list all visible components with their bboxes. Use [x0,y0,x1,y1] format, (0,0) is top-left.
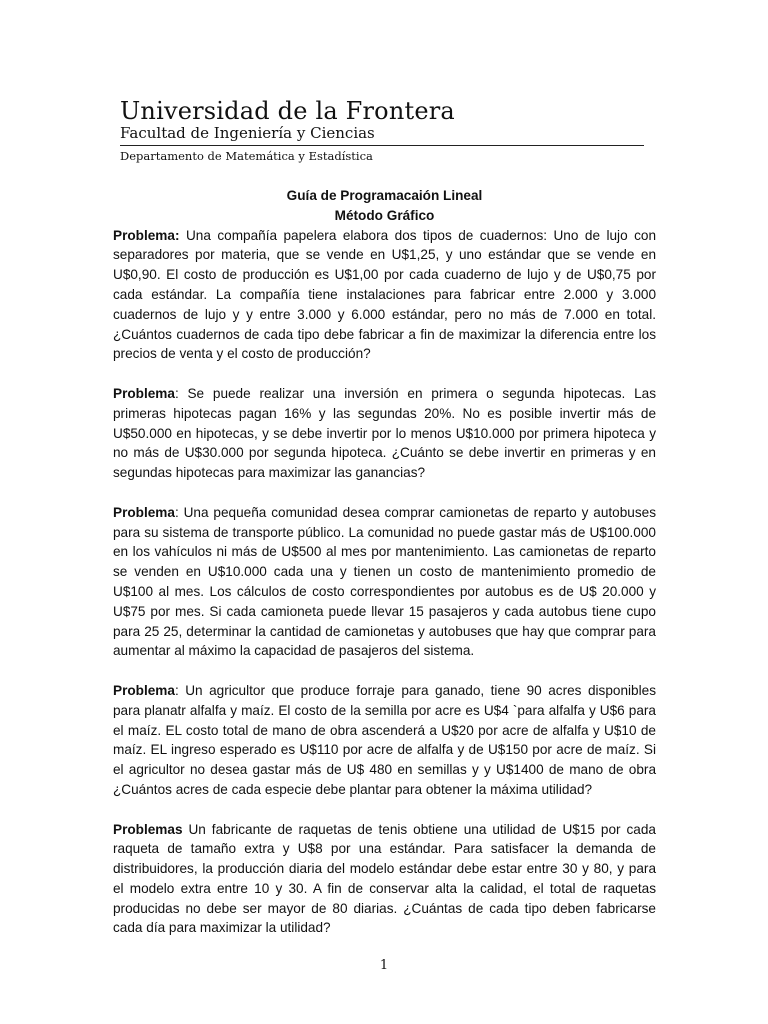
problem-label: Problema: [113,227,180,243]
faculty-name: Facultad de Ingeniería y Ciencias [120,124,375,142]
header-divider [120,145,644,146]
problem-2 [113,384,656,483]
document-header [120,96,644,164]
problem-text: : Una pequeña comunidad desea comprar camionetas de reparto y autobuses para su sistema de transporte público. La comunidad no puede gastar más de U$100.000 en los vahículos ni más de U$500 al mes por mantenimiento. Las camionetas de reparto se venden en U$10.000 cada una y tienen un costo de mantenimiento promedio de U$100 al mes. Los cálculos de costo correspondientes por autobus es de U$ 20.000 y U$75 por mes. Si cada camioneta puede llevar 15 pasajeros y cada autobus tiene cupo para 25 25, determinar la cantidad de camionetas y autobuses que hay que comprar para aumentar al máximo la capacidad de pasajeros del sistema. [113,504,656,659]
problem-text: : Se puede realizar una inversión en primera o segunda hipotecas. Las primeras hipotecas pagan 16% y las segundas 20%. No es posible invertir más de U$50.000 en hipotecas, y se debe invertir por lo menos U$10.000 por primera hipoteca y no más de U$30.000 por segunda hipoteca. ¿Cuánto se debe invertir en primeras y en segundas hipotecas para maximizar las ganancias? [113,385,656,481]
problem-3 [113,503,656,661]
problem-1 [113,226,656,365]
problem-label: Problemas [113,821,183,837]
problem-text: : Un agricultor que produce forraje para ganado, tiene 90 acres disponibles para planatr alfalfa y maíz. El costo de la semilla por acre es U$4 `para alfalfa y U$6 para el maíz. EL costo total de mano de obra ascenderá a U$20 por acre de alfalfa y U$10 de maíz. EL ingreso esperado es U$110 por acre de alfalfa y de U$150 por acre de maíz. Si el agricultor no desea gastar más de U$ 480 en semillas y y U$1400 de mano de obra ¿Cuántos acres de cada especie debe plantar para obtener la máxima utilidad? [113,682,656,797]
department-name: Departamento de Matemática y Estadística [120,149,373,163]
problem-label: Problema [113,682,175,698]
page-number: 1 [379,958,389,973]
problem-5 [113,820,656,939]
document-body [113,186,656,938]
guide-subtitle: Método Gráfico [334,207,435,223]
paragraph-gap [113,483,656,503]
problem-label: Problema [113,504,175,520]
paragraph-gap [113,364,656,384]
university-name: Universidad de la Frontera [120,97,455,125]
guide-title: Guía de Programacaión Lineal [286,188,483,203]
problem-4 [113,681,656,800]
problem-text: Un fabricante de raquetas de tenis obtiene una utilidad de U$15 por cada raqueta de tamaño extra y U$8 por una estándar. Para satisfacer la demanda de distribuidores, la producción diaria del modelo estándar debe estar entre 30 y 80, y para el modelo extra entre 10 y 30. A fin de conservar alta la calidad, el total de raquetas producidas no debe ser mayor de 80 diarias. ¿Cuántas de cada tipo deben fabricarse cada día para maximizar la utilidad? [113,821,656,936]
problem-text: Una compañía papelera elabora dos tipos de cuadernos: Uno de lujo con separadores por materia, que se vende en U$1,25, y uno estándar que se vende en U$0,90. El costo de producción es U$1,00 por cada cuaderno de lujo y de U$0,75 por cada estándar. La compañía tiene instalaciones para fabricar entre 2.000 y 3.000 cuadernos de lujo y y entre 3.000 y 6.000 estándar, pero no más de 7.000 en total. ¿Cuántos cuadernos de cada tipo debe fabricar a fin de maximizar la diferencia entre los precios de venta y el costo de producción? [113,227,656,362]
problem-label: Problema [113,385,175,401]
paragraph-gap [113,800,656,820]
paragraph-gap [113,661,656,681]
